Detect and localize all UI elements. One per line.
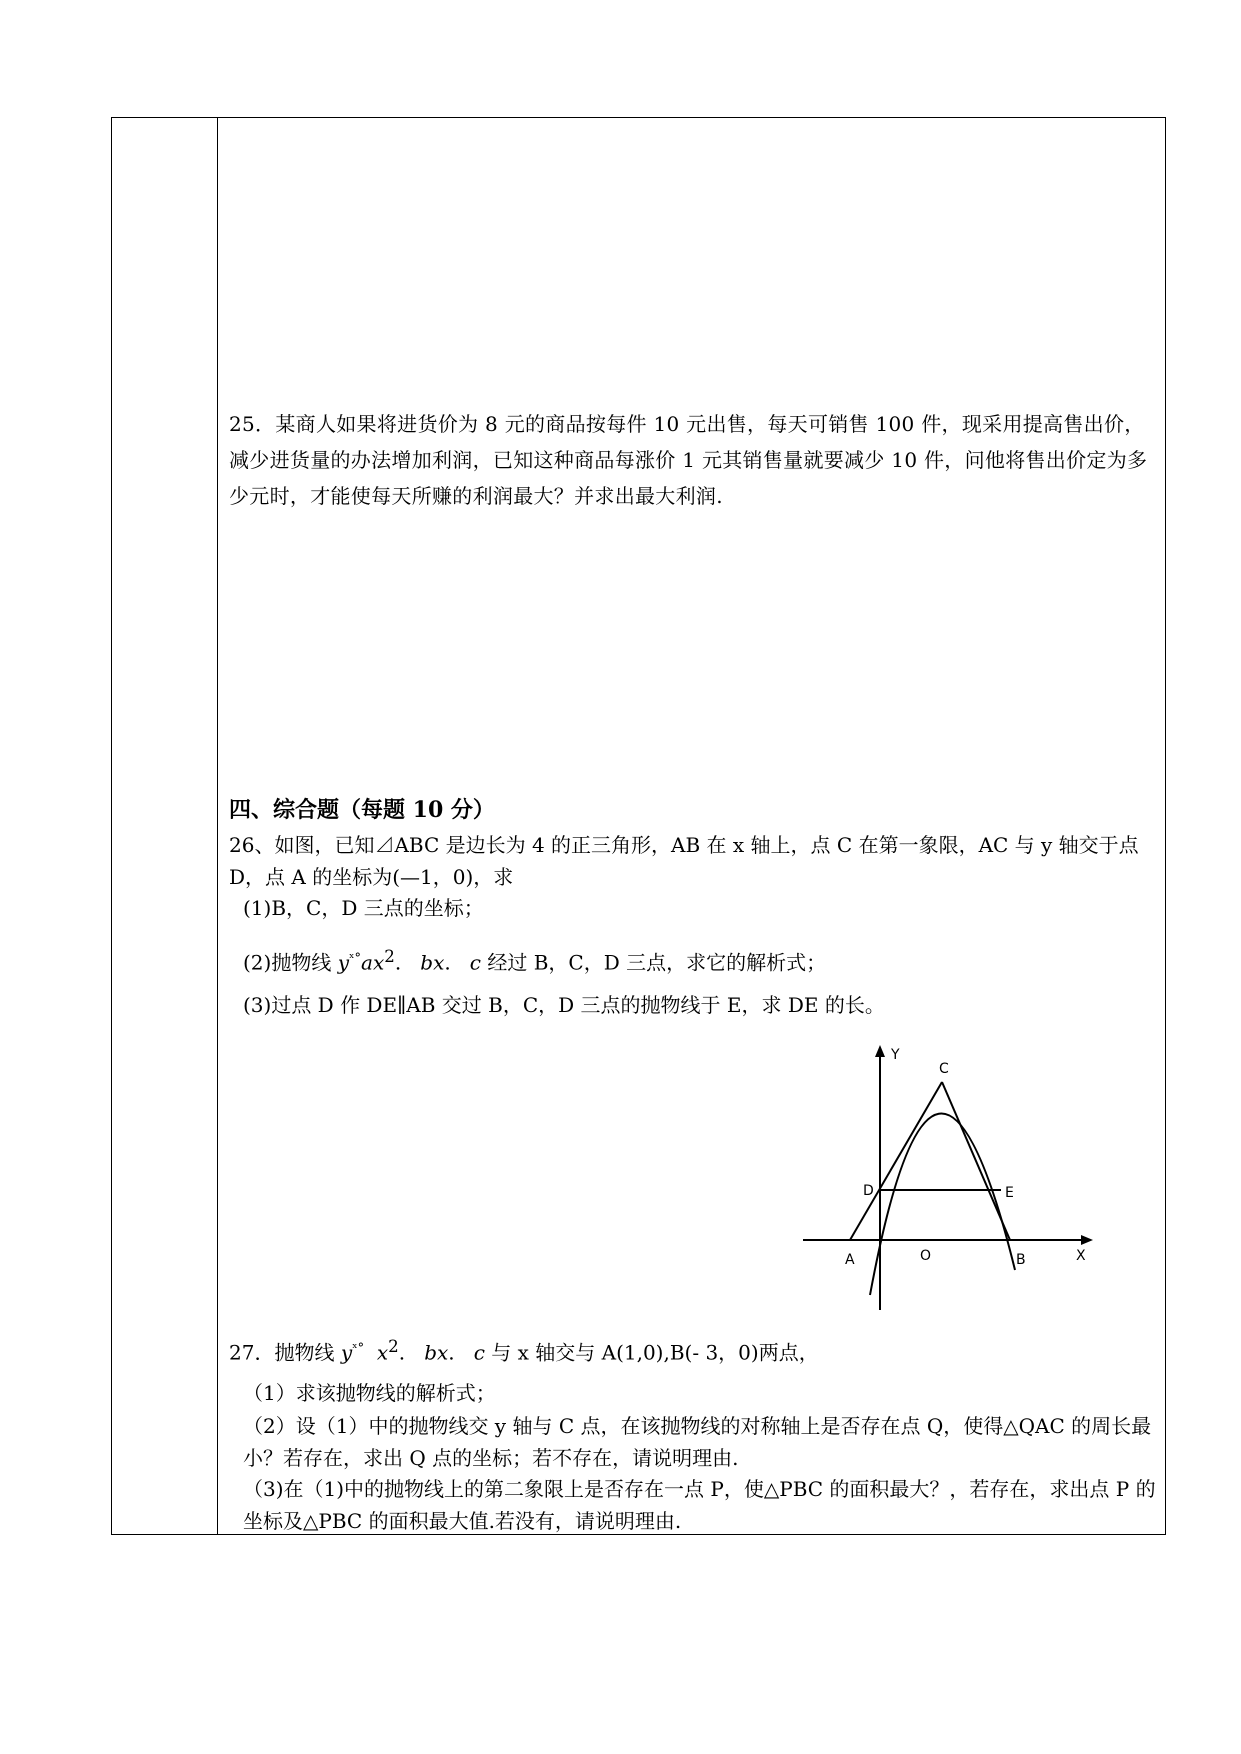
parabola-figure	[795, 1040, 1105, 1320]
math-fragment: ˣ°	[352, 1341, 365, 1356]
question-27-part-3: （3)在（1)中的抛物线上的第二象限上是否存在一点 P，使△PBC 的面积最大？，若存在，求出点 P 的坐标及△PBC 的面积最大值.若没有，请说明理由.	[243, 1477, 1156, 1533]
parabola-curve	[870, 1114, 1015, 1295]
question-26-part-3: (3)过点 D 作 DE∥AB 交过 B，C，D 三点的抛物线于 E，求 DE 的长。	[243, 993, 885, 1017]
question-26-part-1: (1)B，C，D 三点的坐标；	[243, 896, 484, 920]
question-27-part-1: （1）求该抛物线的解析式；	[243, 1381, 496, 1405]
math-dot: .	[444, 950, 451, 975]
math-x: x	[376, 1340, 389, 1365]
math-c: c	[473, 1340, 485, 1365]
label-y: Y	[891, 1047, 900, 1063]
math-square: 2	[384, 947, 395, 966]
math-square: 2	[388, 1337, 399, 1356]
q27-prefix: 27．抛物线	[229, 1340, 341, 1365]
q27-suffix: 与 x 轴交与 A(1,0),B(- 3，0)两点，	[484, 1340, 819, 1365]
math-y: y	[337, 950, 349, 975]
math-c: c	[469, 950, 481, 975]
label-x: X	[1076, 1248, 1086, 1264]
side-ac	[850, 1082, 942, 1240]
label-d: D	[863, 1183, 874, 1199]
label-a: A	[845, 1252, 855, 1268]
question-26-part-2	[243, 942, 826, 978]
math-bx: bx	[424, 1340, 449, 1365]
label-b: B	[1016, 1252, 1026, 1268]
math-fragment: ˣ°	[349, 951, 362, 966]
label-e: E	[1005, 1185, 1014, 1201]
math-ax: ax	[361, 950, 385, 975]
part-2-prefix: (2)抛物线	[243, 950, 338, 975]
math-dot: .	[398, 1340, 406, 1365]
question-26-intro: 26、如图，已知⊿ABC 是边长为 4 的正三角形，AB 在 x 轴上，点 C 在第一象限，AC 与 y 轴交于点 D，点 A 的坐标为(—1，0)，求	[229, 833, 1139, 889]
part-2-suffix: 经过 B，C，D 三点，求它的解析式；	[481, 950, 827, 975]
column-divider	[217, 117, 218, 1535]
y-axis-arrow	[875, 1045, 885, 1057]
x-axis-arrow	[1081, 1235, 1093, 1245]
section-title: 四、综合题（每题 10 分）	[229, 797, 495, 823]
math-dot: .	[394, 950, 402, 975]
math-bx: bx	[420, 950, 445, 975]
question-27	[229, 1332, 819, 1368]
math-y: y	[340, 1340, 353, 1365]
label-c: C	[939, 1061, 949, 1077]
label-o: O	[920, 1248, 932, 1264]
question-25: 25．某商人如果将进货价为 8 元的商品按每件 10 元出售，每天可销售 100 件，现采用提高售出价，减少进货量的办法增加利润，已知这种商品每涨价 1 元其销售量就要减少 10 件，问他将售出价定为多少元时，才能使每天所赚的利润最大？并求出最大利润.	[229, 412, 1148, 508]
math-dot: .	[448, 1340, 455, 1365]
question-27-part-2: （2）设（1）中的抛物线交 y 轴与 C 点，在该抛物线的对称轴上是否存在点 Q，使得△QAC 的周长最小？若存在，求出 Q 点的坐标；若不存在，请说明理由.	[243, 1414, 1152, 1470]
table-frame	[111, 117, 1166, 1535]
side-cb	[942, 1082, 1010, 1240]
